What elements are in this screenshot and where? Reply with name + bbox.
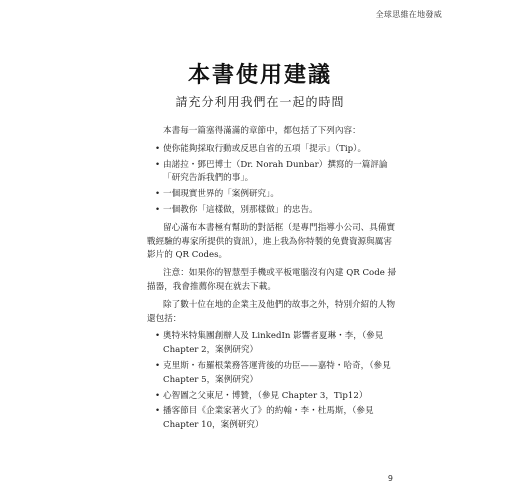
list-item: • 心智圖之父東尼・博贊，（參見 Chapter 3，Tip12） <box>147 390 399 404</box>
people-paragraph: 除了數十位在地的企業主及他們的故事之外，特別介紹的人物還包括： <box>147 299 396 324</box>
people-list <box>147 330 399 433</box>
list-item: • 播客節目《企業家著火了》的約翰・李・杜馬斯，（參見 Chapter 10，案例研究） <box>147 405 399 433</box>
body-text <box>147 125 399 437</box>
note-paragraph: 注意：如果你的智慧型手機或平板電腦沒有內建 QR Code 掃描器，我會推薦你現在就去下載。 <box>147 268 397 292</box>
page-number: 9 <box>387 474 393 483</box>
list-item: • 使你能夠採取行動或反思自省的五項「提示」（Tip）。 <box>147 143 399 157</box>
running-header: 全球思維在地發威 <box>375 10 442 19</box>
list-item: • 一個現實世界的「案例研究」。 <box>147 188 399 202</box>
page-title: 本書使用建議 <box>187 63 332 88</box>
list-item: • 由諾拉・鄧巴博士（Dr. Norah Dunbar）撰寫的一篇評論「研究告訴我們的事」。 <box>147 159 399 187</box>
list-item: • 克里斯・布羅根業務答運背後的功臣——嘉特・哈奇，（參見 Chapter 5，案例研究） <box>147 360 399 388</box>
list-item: • 一個教你「這樣做，別那樣做」的忠告。 <box>147 204 399 218</box>
features-list <box>147 143 399 218</box>
page-subtitle: 請充分利用我們在一起的時間 <box>175 95 345 109</box>
intro-paragraph: 本書每一篇塞得滿滿的章節中，都包括了下列內容： <box>163 126 361 136</box>
list-item: • 奧特米特集團創辦人及 LinkedIn 影響者夏琳・李，（參見 Chapter 2，案例研究） <box>147 330 399 358</box>
sidebar-paragraph: 留心滿布本書極有幫助的對話框（是專門指導小公司、具備實戰經驗的專家所提供的資訊），進上我為你特製的免費資源與厲害影片的 QR Codes。 <box>147 222 396 261</box>
